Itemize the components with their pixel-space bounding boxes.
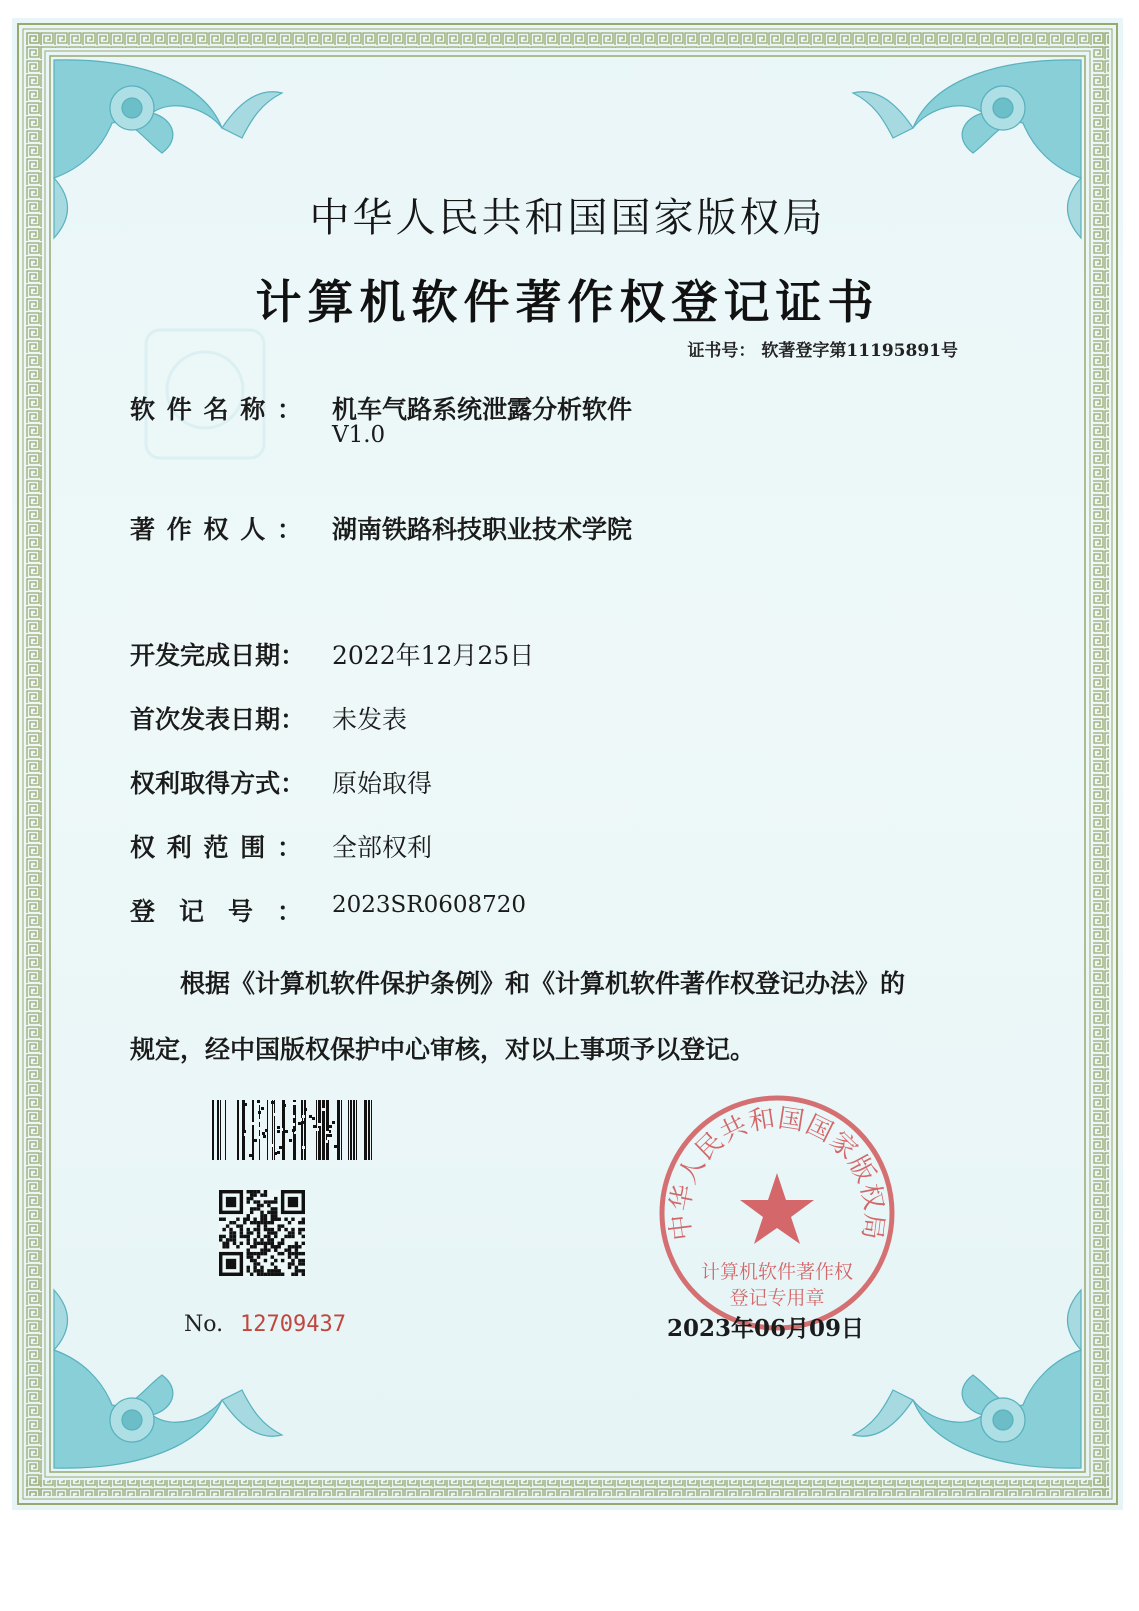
issue-date: 2023年06月09日 bbox=[667, 1315, 865, 1342]
seal-ring-text: 中华人民共和国国家版权局 bbox=[665, 1103, 889, 1243]
certificate-title: 计算机软件著作权登记证书 bbox=[255, 275, 880, 329]
field-value-publish-date: 未发表 bbox=[332, 705, 408, 734]
field-value-software-name: 机车气路系统泄露分析软件 bbox=[332, 395, 633, 424]
serial-number: 12709437 bbox=[240, 1312, 346, 1337]
field-label-rights-scope bbox=[130, 828, 302, 864]
field-label-registration-number bbox=[130, 892, 302, 928]
field-label-software-name bbox=[130, 390, 302, 426]
seal-line-2: 登记专用章 bbox=[729, 1287, 825, 1309]
field-value-registration-number: 2023SR0608720 bbox=[332, 892, 527, 918]
field-label-text: 著 作 权 人 ： bbox=[130, 515, 302, 544]
field-value-software-version: V1.0 bbox=[332, 422, 386, 448]
seal-line-1: 计算机软件著作权 bbox=[700, 1261, 854, 1283]
certificate-number bbox=[687, 336, 958, 361]
field-label-text: 软 件 名 称 ： bbox=[130, 395, 302, 424]
field-label-copyright-owner bbox=[130, 510, 302, 546]
field-label-text: 权 利 范 围 ： bbox=[130, 833, 302, 862]
field-label-acquisition-method bbox=[130, 764, 306, 800]
field-label-text: 权 利 取 得 方 式 ： bbox=[130, 769, 306, 798]
statement-line-1: 根据《计算机软件保护条例》和《计算机软件著作权登记办法》的 bbox=[180, 969, 906, 998]
official-seal bbox=[652, 1088, 902, 1338]
field-label-text: 登 记 号 ： bbox=[130, 897, 302, 926]
issuer-title: 中华人民共和国国家版权局 bbox=[309, 195, 826, 241]
serial-label: No. bbox=[184, 1312, 224, 1337]
statement-line-2: 规定，经中国版权保护中心审核，对以上事项予以登记。 bbox=[130, 1035, 756, 1064]
barcode bbox=[212, 1100, 372, 1160]
qr-code bbox=[219, 1190, 305, 1276]
field-label-text: 首 次 发 表 日 期 ： bbox=[130, 705, 306, 734]
field-value-rights-scope: 全部权利 bbox=[332, 833, 433, 862]
field-value-copyright-owner: 湖南铁路科技职业技术学院 bbox=[332, 515, 633, 544]
field-label-publish-date bbox=[130, 700, 306, 736]
certificate-number-value: 软著登字第11195891号 bbox=[761, 341, 958, 361]
seal-star-icon bbox=[740, 1173, 814, 1244]
field-label-completion-date bbox=[130, 636, 306, 672]
field-value-acquisition-method: 原始取得 bbox=[332, 769, 433, 798]
field-label-text: 开 发 完 成 日 期 ： bbox=[130, 641, 306, 670]
certificate-number-label: 证书号： bbox=[687, 341, 756, 361]
field-value-completion-date: 2022年12月25日 bbox=[332, 641, 535, 670]
certificate-sheet bbox=[12, 18, 1123, 1510]
